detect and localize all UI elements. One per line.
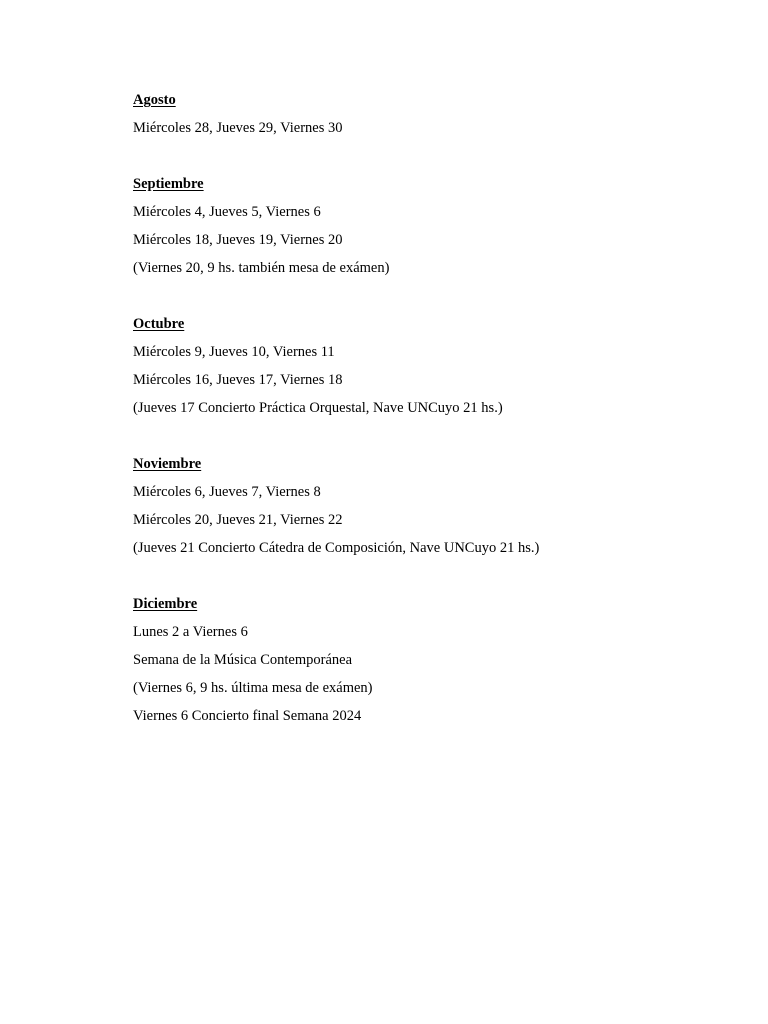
date-line: Lunes 2 a Viernes 6	[133, 624, 248, 640]
month-heading: Septiembre	[133, 176, 204, 192]
date-line: Miércoles 4, Jueves 5, Viernes 6	[133, 204, 321, 220]
month-section-octubre	[133, 310, 733, 422]
month-section-septiembre	[133, 170, 733, 282]
date-line: Miércoles 16, Jueves 17, Viernes 18	[133, 372, 343, 388]
date-line: Miércoles 20, Jueves 21, Viernes 22	[133, 512, 343, 528]
month-heading: Octubre	[133, 316, 185, 332]
event-line: Semana de la Música Contemporánea	[133, 652, 353, 668]
month-heading: Agosto	[133, 92, 176, 108]
month-heading: Noviembre	[133, 456, 202, 472]
note-line: (Jueves 17 Concierto Práctica Orquestal, Nave UNCuyo 21 hs.)	[133, 400, 503, 416]
month-section-agosto	[133, 86, 733, 142]
note-line: (Viernes 20, 9 hs. también mesa de exámen)	[133, 260, 390, 276]
date-line: Miércoles 9, Jueves 10, Viernes 11	[133, 344, 335, 360]
month-section-noviembre	[133, 450, 733, 562]
schedule-document	[133, 86, 733, 758]
month-heading: Diciembre	[133, 596, 198, 612]
date-line: Miércoles 6, Jueves 7, Viernes 8	[133, 484, 321, 500]
note-line: (Jueves 21 Concierto Cátedra de Composición, Nave UNCuyo 21 hs.)	[133, 540, 540, 556]
event-line: Viernes 6 Concierto final Semana 2024	[133, 708, 362, 724]
date-line: Miércoles 28, Jueves 29, Viernes 30	[133, 120, 343, 136]
month-section-diciembre	[133, 590, 733, 730]
date-line: Miércoles 18, Jueves 19, Viernes 20	[133, 232, 343, 248]
note-line: (Viernes 6, 9 hs. última mesa de exámen)	[133, 680, 373, 696]
